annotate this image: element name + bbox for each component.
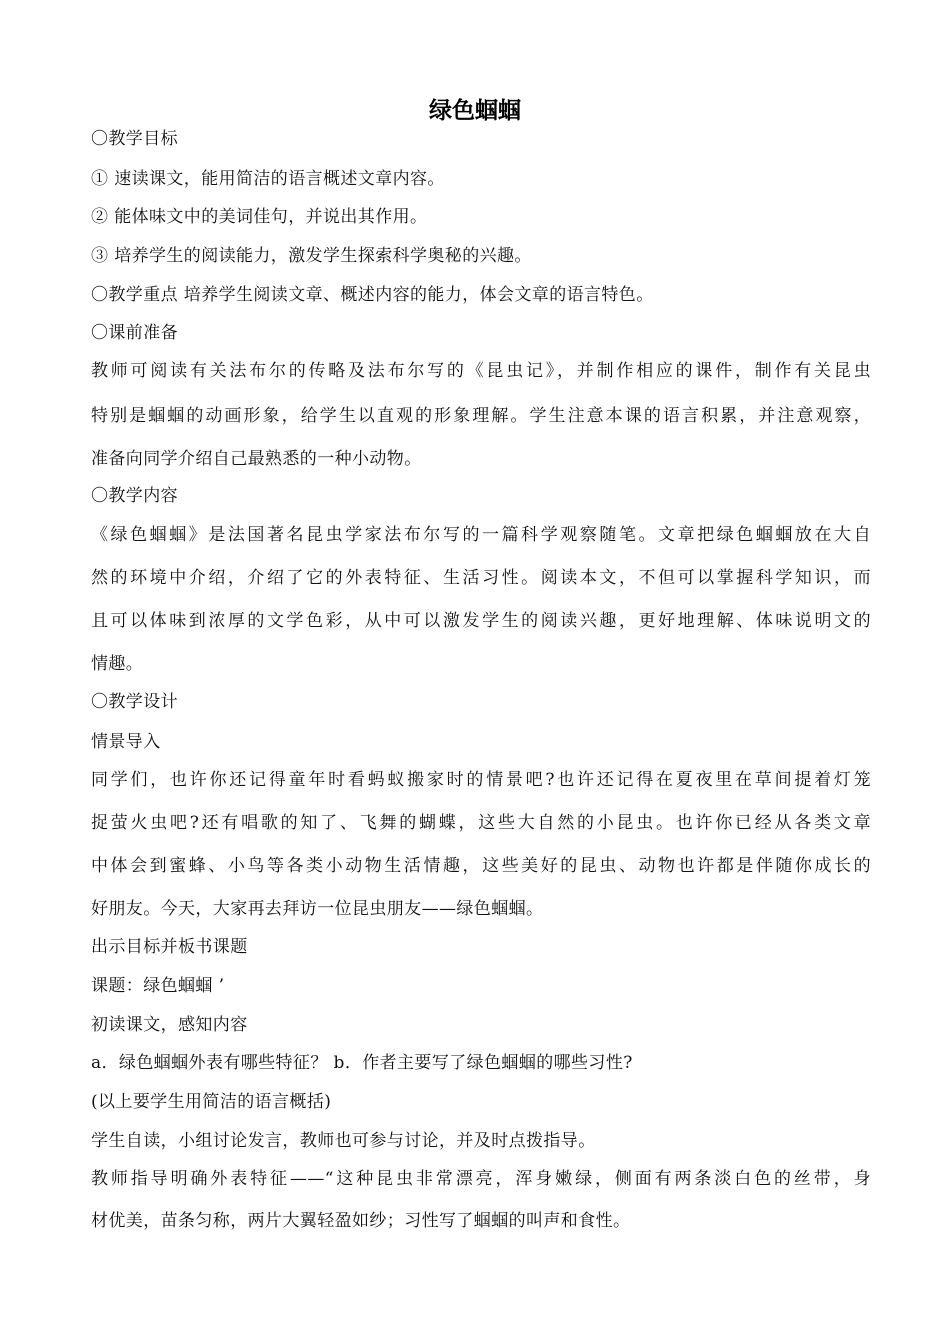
paragraph-line: 且可以体味到浓厚的文学色彩，从中可以激发学生的阅读兴趣，更好地理解、体味说明文的 [91,611,871,631]
subheading-first-reading: 初读课文，感知内容 [91,1015,248,1035]
paragraph-line: 同学们，也许你还记得童年时看蚂蚁搬家时的情景吧?也许还记得在夏夜里在草间提着灯笼 [91,770,871,790]
paragraph-line: 情趣。 [91,654,144,674]
paragraph-line: 特别是蝈蝈的动画形象，给学生以直观的形象理解。学生注意本课的语言积累，并注意观察， [91,406,871,426]
paragraph-line: 学生自读，小组讨论发言，教师也可参与讨论，并及时点拨指导。 [91,1131,596,1151]
subheading-intro: 情景导入 [91,732,161,752]
paragraph-line: 中体会到蜜蜂、小鸟等各类小动物生活情趣，这些美好的昆虫、动物也许都是伴随你成长的 [91,856,871,876]
objective-item-1: ① 速读课文，能用简洁的语言概述文章内容。 [91,169,445,189]
paragraph-line: 捉萤火虫吧?还有唱歌的知了、飞舞的蝴蝶，这些大自然的小昆虫。也许你已经从各类文章 [91,813,871,833]
question-line: a．绿色蝈蝈外表有哪些特征？ b．作者主要写了绿色蝈蝈的哪些习性? [91,1053,633,1073]
section-heading-design: 〇教学设计 [91,692,178,712]
section-heading-key-points: 〇教学重点 培养学生阅读文章、概述内容的能力，体会文章的语言特色。 [91,285,654,305]
section-heading-preparation: 〇课前准备 [91,323,178,343]
objective-item-3: ③ 培养学生的阅读能力，激发学生探索科学奥秘的兴趣。 [91,246,532,266]
paragraph-line: 教师指导明确外表特征——“这种昆虫非常漂亮，浑身嫩绿，侧面有两条淡白色的丝带，身 [91,1169,871,1189]
paragraph-line: 教师可阅读有关法布尔的传略及法布尔写的《昆虫记》，并制作相应的课件，制作有关昆虫 [91,361,871,381]
subheading-show-goals: 出示目标并板书课题 [91,937,248,957]
document-title: 绿色蝈蝈 [429,98,521,124]
lesson-topic: 课题：绿色蝈蝈 ’ [91,976,225,996]
objective-item-2: ② 能体味文中的美词佳句，并说出其作用。 [91,207,428,227]
paragraph-line: 材优美，苗条匀称，两片大翼轻盈如纱；习性写了蝈蝈的叫声和食性。 [91,1211,631,1231]
section-heading-objectives: 〇教学目标 [91,129,178,149]
paragraph-line: 好朋友。今天，大家再去拜访一位昆虫朋友——绿色蝈蝈。 [91,899,544,919]
section-heading-content: 〇教学内容 [91,486,178,506]
paragraph-line: 准备向同学介绍自己最熟悉的一种小动物。 [91,449,422,469]
paragraph-line: 然的环境中介绍，介绍了它的外表特征、生活习性。阅读本文，不但可以掌握科学知识，而 [91,568,871,588]
note-line: (以上要学生用简洁的语言概括) [91,1092,332,1112]
paragraph-line: 《绿色蝈蝈》是法国著名昆虫学家法布尔写的一篇科学观察随笔。文章把绿色蝈蝈放在大自 [91,525,871,545]
